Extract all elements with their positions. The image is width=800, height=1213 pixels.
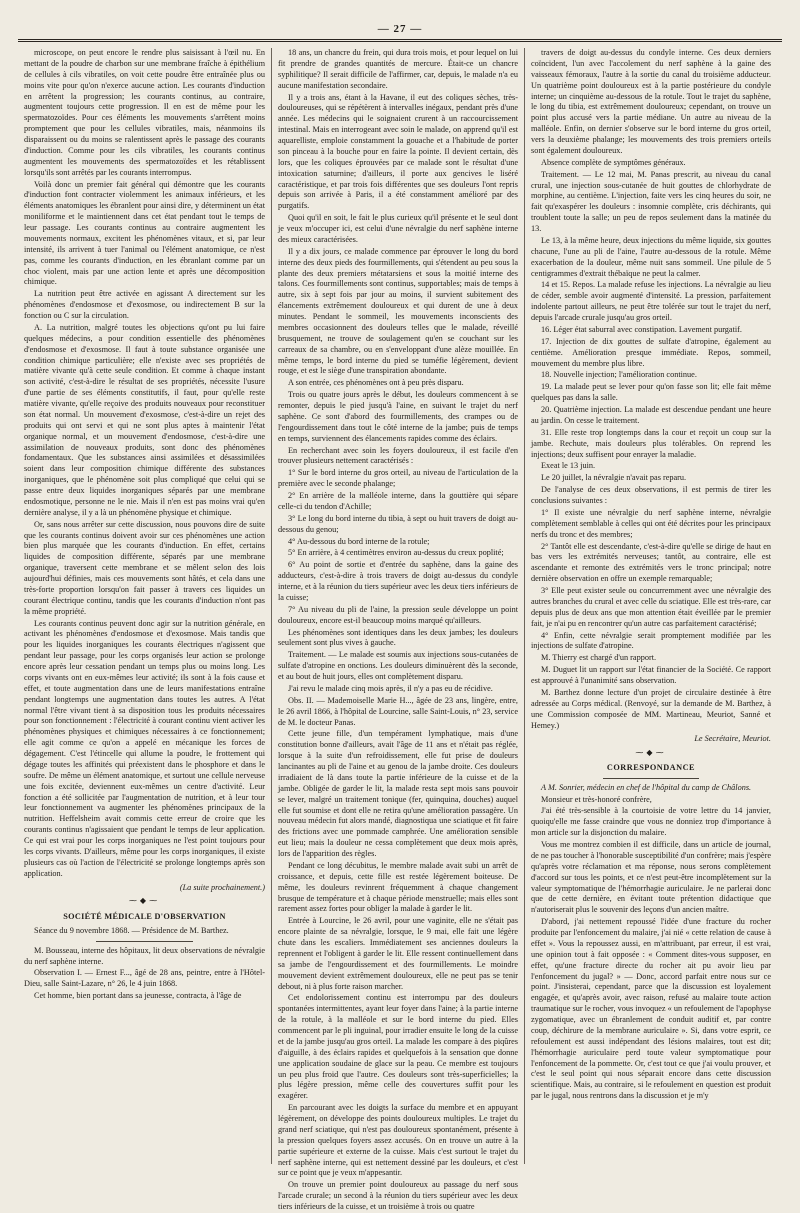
short-rule: [96, 941, 192, 942]
paragraph: Or, sans nous arrêter sur cette discussion, nous pouvons dire de suite que les courants continus doivent avoir sur ces phénomènes une action bien plus marquée que les courants d'induction. En effet, certains liquides de composition différente, séparés par une membrane organique, traversent cette membrane et se mêlent selon des lois aujourd'hui définies, mais ces mouvements sont hâtés, et cela dans une très-forte proportion lorsqu'on fait passer à travers ces liquides un courant électrique continu, tandis que les courants d'induction n'ont pas la même propriété.: [24, 519, 265, 616]
paragraph: Pendant ce long décubitus, le membre malade avait subi un arrêt de croissance, et depuis, cette fille est restée légèrement boiteuse. De même, les douleurs revinrent fréquemment à chaque changement brusque de température et à chaque période menstruelle; mais elles sont rarement assez fortes pour obliger la malade à garder le lit.: [278, 860, 518, 914]
short-rule: [603, 778, 699, 779]
paragraph: Cette jeune fille, d'un tempérament lymphatique, mais d'une constitution bonne d'ailleurs, avait l'âge de 11 ans et n'était pas réglée, lorsque à la suite d'un refroidissement, elle fut prise de douleurs lancinantes au pli de l'aine et au genou de la jambe droite. Ces douleurs irradiaient de là dans toute la partie inférieure de la cuisse et de la jambe. Obligée de garder le lit, la malade resta sept mois sans pouvoir se lever, malgré un traitement tonique (fer, quinquina, douches) auquel elle fut soumise et dont elle ne retira qu'une amélioration passagère. Un nouveau médecin fut alors mandé, diagnostiqua une sciatique et fit faire des frictions avec une pommade camphrée. Une amélioration sensible eut lieu; mais la douleur ne cessa complètement que deux mois après, lors de l'apparition des règles.: [278, 729, 518, 858]
paragraph: D'abord, j'ai nettement repoussé l'idée d'une fracture du rocher produite par l'enfoncement du malaire, j'ai nié « cette relation de cause à effet ». Vous la repoussez aussi, en m'attribuant, par erreur, il est vrai, une opinion tout à fait opposée : « Comment dites-vous supposer, en effet, qu'une fracture directe du rocher ait pu avoir lieu par l'enfoncement du jugal? » — Donc, accord parfait entre nous sur ce point. J'insisterai, cependant, parce que la discussion est loyalement engagée, et qu'après avoir, avec raison, refusé au malaire toute action traumatique sur le rocher, vous invoquez « un refoulement de l'apophyse zygomatique, avec un ébranlement de conduit auditif et, par contre coup, déchirure de la membrane auriculaire ». Si, dans votre esprit, ce refoulement est aussi indépendant des lésions malaires, tout est dit; l'hémorrhagie auriculaire perd toute valeur symptomatique pour l'enfoncement de la pommette. Or, c'est tout ce que j'ai voulu prouver, et c'est le seul point qui nous séparait encore dans cette discussion scientifique. Mais, au contraire, si le refoulement en question est produit par le jugal, nous rentrons dans la discussion et je m'y: [531, 917, 771, 1101]
paragraph: 7° Au niveau du pli de l'aine, la pression seule développe un point douloureux, encore est-il beaucoup moins marqué qu'ailleurs.: [278, 604, 518, 625]
paragraph: Quoi qu'il en soit, le fait le plus curieux qu'il présente et le seul dont je veux m'occuper ici, est celui d'une névralgie du nerf saphène interne des mieux caractérisées.: [278, 213, 518, 244]
paragraph: De l'analyse de ces deux observations, il est permis de tirer les conclusions suivantes :: [531, 485, 771, 505]
paragraph: En parcourant avec les doigts la surface du membre et en appuyant légèrement, on développe des points douloureux multiples. Le trajet du grand nerf sciatique, qui n'est pas douloureux spontanément, présente à la pression quelques foyers assez accusés. On en trouve un autre à la partie supérieure et externe de la cuisse. Mais c'est surtout le trajet du nerf saphène interne, qui est nettement dessiné par les douleurs, et c'est sur ce point que je veux m'appesantir.: [278, 1103, 518, 1178]
paragraph: 17. Injection de dix gouttes de sulfate d'atropine, également au centième. Amélioration presque immédiate. Repos, sommeil, mouvement du membre plus libre.: [531, 336, 771, 368]
divider-ornament: ⁓◆⁓: [635, 748, 667, 758]
paragraph: 31. Elle reste trop longtemps dans la cour et reçoit un coup sur la jambe. Rechute, mais douleurs plus tolérables. On reprend les injections; deux suffisent pour enrayer la maladie.: [531, 427, 771, 459]
column-2: [271, 48, 524, 1211]
paragraph: 14 et 15. Repos. La malade refuse les injections. La névralgie au lieu de céder, semble avoir augmenté d'intensité. La pression, parfaitement indolente partout ailleurs, ne peut être tolérée sur tout le trajet du nerf, depuis l'arcade crurale jusqu'au gros orteil.: [531, 280, 771, 322]
paragraph: Traitement. — Le 12 mai, M. Panas prescrit, au niveau du canal crural, une injection sous-cutanée de huit gouttes de chlorhydrate de morphine, au centième. L'injection, faite vers les cinq heures du soir, ne fait qu'exaspérer les douleurs : insomnie complète, cris déchirants, qui troublent toute la salle; un peu de repos seulement dans la matinée du 13.: [531, 169, 771, 233]
paragraph: 20. Quatrième injection. La malade est descendue pendant une heure au jardin. On cesse le traitement.: [531, 405, 771, 425]
paragraph: 18 ans, un chancre du frein, qui dura trois mois, et pour lequel on lui fit prendre de grandes quantités de mercure. Était-ce un chancre syphilitique? Il serait difficile de l'affirmer, car, depuis, le malade n'a eu aucune manifestation secondaire.: [278, 48, 518, 90]
paragraph: Il y a dix jours, ce malade commence par éprouver le long du bord interne des deux pieds des fourmillements, qui s'étendent au peu sous la plante des deux premiers métatarsiens et sous la moitié interne des talons. Ces fourmillements sont continus, supportables; mais de temps à autre, six à sept fois par jour au moins, il survient subitement des élancements extrêmement douloureux et qui durent de une à deux minutes. Pendant le sommeil, les mouvements inconscients des membres occasionnent des douleurs telles que le malade, réveillé brusquement, ne trouve de soulagement qu'en se couchant sur les carreaux de sa chambre, ou en s'enveloppant d'une alèze mouillée. En même temps, le bord interne du pied se tuméfie légèrement, devient rouge, et est le siège d'une transpiration abondante.: [278, 246, 518, 376]
paragraph: travers de doigt au-dessus du condyle interne. Ces deux derniers coïncident, l'un avec l'accolement du nerf saphène à la gaine des vaisseaux fémoraux, l'autre à la sortie du canal du troisième adducteur. Un quatrième point douloureux est à la partie postérieure du condyle interne; un cinquième au-dessous de la rotule. Tout le trajet du saphène, le long du tibia, est extrêmement douloureux; cependant, on trouve un point plus accusé vers la partie médiane. Un autre au niveau de la malléole. Enfin, on dernier s'observe sur le bord interne du gros orteil, vers la deuxième phalange; les mouvements des trois premiers orteils sont également douloureux.: [531, 48, 771, 155]
paragraph: Monsieur et très-honoré confrère,: [541, 794, 652, 804]
paragraph: Le 20 juillet, la névralgie n'avait pas reparu.: [541, 473, 687, 483]
column-3: [524, 48, 777, 1164]
newspaper-page: [18, 22, 782, 1211]
paragraph: 1° Sur le bord interne du gros orteil, au niveau de l'articulation de la première avec le seconde phalange;: [278, 468, 518, 489]
to-be-continued-note: (La suite prochainement.): [179, 882, 265, 892]
paragraph: Obs. II. — Mademoiselle Marie H..., âgée de 23 ans, lingère, entre, le 26 avril 1866, à l'hôpital de Lourcine, salle Saint-Louis, n° 23, service de M. le docteur Panas.: [278, 695, 518, 727]
paragraph: Exeat le 13 juin.: [541, 461, 596, 471]
paragraph: Traitement. — Le malade est soumis aux injections sous-cutanées de sulfate d'atropine en onctions. Les douleurs diminuèrent dès la seconde, et au bout de huit jours, elles ont complètement disparu.: [278, 650, 518, 681]
paragraph: Trois ou quatre jours après le début, les douleurs commencent à se remonter, depuis le pied jusqu'à l'aine, en suivant le trajet du nerf saphène. Ce sont d'abord des fourmillements, des crampes ou de l'engourdissement dans tout le côté interne de la jambe; puis de temps en temps, surviennent des élancements rapides comme des éclairs.: [278, 390, 518, 443]
paragraph: On trouve un premier point douloureux au passage du nerf sous l'arcade crurale; un second à la réunion du tiers supérieur avec les deux tiers inférieurs de la cuisse, et un troisième à trois ou quatre: [278, 1180, 518, 1211]
page-number: — 27 —: [377, 23, 423, 35]
paragraph: Il y a trois ans, étant à la Havane, il eut des coliques sèches, très-douloureuses, qui se répétèrent à intervalles inégaux, pendant près d'une année. Les médecins qui le soignaient crurent à un raccourcissement intestinal. Mais en interrogeant avec soin le malade, on apprend qu'il est aquarelliste, emploie constamment la gouache et a l'habitude de porter son pinceau à la bouche pour en faire la pointe. Il devient certain, dès lors, que les coliques éprouvées par ce malade sont le résultat d'une intoxication saturnine; d'ailleurs, il porte aux gencives le liséré caractéristique, et par trois fois différentes que ses douleurs l'ont repris depuis son arrivée à Paris, il a été constamment amélioré par des purgatifs.: [278, 92, 518, 211]
paragraph: Absence complète de symptômes généraux.: [541, 157, 686, 167]
paragraph: 1° Il existe une névralgie du nerf saphène interne, névralgie complètement semblable à celles qui ont été décrites pour les principaux nerfs du tronc et des membres;: [531, 507, 771, 539]
paragraph: 4° Au-dessous du bord interne de la rotule;: [288, 536, 430, 546]
divider-ornament: ⁓◆⁓: [128, 896, 161, 906]
paragraph: 16. Léger état saburral avec constipation. Lavement purgatif.: [541, 324, 742, 334]
paragraph: 2° Tantôt elle est descendante, c'est-à-dire qu'elle se dirige de haut en bas vers les extrémités nerveuses; tantôt, au contraire, elle est ascendante et remonte des extrémités vers le tronc principal; notre dernière observation en offre un exemple remarquable;: [531, 541, 771, 584]
paragraph: 4° Enfin, cette névralgie serait promptement modifiée par les injections de sulfate d'atropine.: [531, 630, 771, 651]
paragraph: 6° Au point de sortie et d'entrée du saphène, dans la gaine des adducteurs, c'est-à-dire à trois travers de doigt au-dessus du condyle interne, et à la réunion du tiers supérieur avec les deux tiers inférieurs de la cuisse;: [278, 560, 518, 602]
paragraph: A. La nutrition, malgré toutes les objections qu'ont pu lui faire quelques médecins, a pour condition essentielle des phénomènes d'endosmose et d'exosmose. Il faut à toute substance organisée une condition chimique particulière; elle n'existe avec ses propriétés de matière vivante qu'à cette seule condition. Et comme à chaque instant son activité, c'est-à-dire le résultat de ses propriétés, nécessite l'usure d'une partie de ses éléments constitutifs, il faut, pour qu'elle reste matière vivante, qu'elle reçoive des produits nouveaux pour reconstituer son état normal. Un mouvement d'exosmose, c'est-à-dire un rejet des produits qui ont servi et qui ne sont plus aptes à maintenir l'état organique normal, et un mouvement d'endosmose, c'est-à-dire une assimilation de nouveaux produits, sont donc des phénomènes fondamentaux. Que les substances ainsi assimilées et désassimilées soient dans leur composition chimique différente des substances inorganiques, que le phénomène soit plus compliqué que celui qui se passe entre deux liquides inorganiques séparés par une membrane endosmotique, personne ne le nie. Mais il n'en est pas moins vrai qu'en dernière analyse, il y a là un phénomène physique et chimique.: [24, 322, 265, 517]
paragraph: Vous me montrez combien il est difficile, dans un article de journal, de ne pas toucher à l'honorable susceptibilité d'un confrère; mais j'espère qu'après votre réclamation et ma réponse, nous serons complètement d'accord sur tous les points, et ce n'est peut-être incomplètement sur la valeur symptomatique de l'hémorrhagie auriculaire. Je ne parlerai donc que de cette dernière, en évitant toute prétention didactique que n'autoriserait plus le souvenir des leçons d'un ancien maître.: [531, 840, 771, 915]
paragraph: Cet homme, bien portant dans sa jeunesse, contracta, à l'âge de: [34, 991, 242, 1001]
paragraph: Observation I. — Ernest F..., âgé de 28 ans, peintre, entre à l'Hôtel-Dieu, salle Saint-Lazare, n° 26, le 4 juin 1868.: [24, 968, 265, 989]
correspondence-address: A M. Sonrier, médecin en chef de l'hôpital du camp de Châlons.: [541, 782, 752, 792]
paragraph: Le 13, à la même heure, deux injections du même liquide, six gouttes chacune, l'une au pli de l'aine, l'autre au-dessous de la rotule. Même exacerbation de la douleur, même nuit sans sommeil. Une pilule de 5 centigrammes d'extrait thébaïque ne peut la calmer.: [531, 235, 771, 278]
paragraph: J'ai revu le malade cinq mois après, il n'y a pas eu de récidive.: [288, 683, 493, 693]
columns: [18, 48, 782, 1211]
paragraph: M. Barthez donne lecture d'un projet de circulaire destinée à être adressée au Corps médical. (Renvoyé, sur la demande de M. Barthez, à une Commission composée de MM. Martineau, Meuriot, Sanné et Hemey.): [531, 687, 771, 730]
correspondence-heading: CORRESPONDANCE: [606, 762, 696, 772]
paragraph: Cet endolorissement continu est interrompu par des douleurs spontanées intermittentes, ayant leur foyer dans l'aine; à la partie interne de la rotule, à la malléole et sur le bord interne du pied. Elles commencent par le pli inguinal, pour irradier ensuite le long de la cuisse et de la jambe jusqu'au gros orteil. La malade les compare à des piqûres d'aiguille, à des éclairs rapides et quelquefois à la sensation que donne une application soudaine de glace sur la peau. Ce membre est toujours un peu plus froid que l'autre. Ces douleurs sont très-superficielles; la plus légère pression, même celle des couvertures suffit pour les exagérer.: [278, 993, 518, 1101]
paragraph: J'ai été très-sensible à la courtoisie de votre lettre du 14 janvier, quoiqu'elle me fasse craindre que vous ne donniez trop d'importance à mon article sur la disjonction du malaire.: [531, 806, 771, 838]
session-line: Séance du 9 novembre 1868. — Présidence de M. Barthez.: [34, 925, 229, 935]
paragraph: Les courants continus peuvent donc agir sur la nutrition générale, en activant les phénomènes d'endosmose et d'exosmose. Mais tandis que pour les liquides inorganiques les courants électriques n'agissent que pendant leur passage, pour les corps organisés leur action se prolonge encore après leur cessation pendant un temps plus ou moins long. Les corps vivants ont en eux-mêmes leur activité; ils sont à la fois cause et effet, et toute augmentation dans une de leurs manifestations entraîne pendant longtemps une augmentation dans toutes les autres. A l'état normal l'être vivant tient à sa disposition tous les produits nécessaires pour son fonctionnement : l'électricité à courant continu vient activer les phénomènes physiques et chimiques nécessaires à ce fonctionnement; elle agit comme ce qu'on a appelé en mécanique les forces de dégagement. C'est l'étincelle qui allume la poudre, le frottement qui dégage toutes les affinités qui préexistent dans le phosphore et dans le soufre. De même un élément anatomique, et surtout une cellule nerveuse une fois excitée, deviennent eux-mêmes un centre d'activité. Leur fonction a été sollicitée par l'augmentation de nutrition, et à leur tour leur fonctionnement va augmenter les phénomènes principaux de la nutrition. Heffelsheim avait commis cette erreur de croire que les courants continus n'agissaient que pendant le temps de leur application. Ce qui est vrai pour les corps inorganiques ne l'est point toujours pour les corps vivants. D'ailleurs, même pour les corps inorganiques, il existe plusieurs cas où l'action de l'électricité se prolonge longtemps après son application.: [24, 618, 265, 878]
paragraph: A son entrée, ces phénomènes ont à peu près disparu.: [288, 378, 464, 388]
paragraph: La nutrition peut être activée en agissant A directement sur les phénomènes d'endosmose et d'exosmose, ou indirectement B sur la fonction ou C sur la circulation.: [24, 289, 265, 320]
paragraph: M. Duguet lit un rapport sur l'état financier de la Société. Ce rapport est approuvé à l'unanimité sans observation.: [531, 665, 771, 685]
paragraph: Les phénomènes sont identiques dans les deux jambes; les douleurs seulement sont plus vives à gauche.: [278, 627, 518, 648]
column-1: [18, 48, 271, 1164]
paragraph: 19. La malade peut se lever pour qu'on fasse son lit; elle fait même quelques pas dans la salle.: [531, 382, 771, 403]
secretary-signature: Le Secrétaire, Meuriot.: [694, 734, 771, 744]
paragraph: 5° En arrière, à 4 centimètres environ au-dessus du creux poplité;: [288, 548, 504, 558]
paragraph: Entrée à Lourcine, le 26 avril, pour une vaginite, elle ne s'était pas encore plainte de sa névralgie, lorsque, le 9 mai, elle fait une légère chute dans les escaliers. Immédiatement ses anciennes douleurs la reprennent et l'obligent à garder le lit. Elle ressent continuellement dans sa jambe de l'engourdissement et des fourmillements. Le moindre mouvement devient extrêmement douloureux, elle ne peut pas se tenir debout, ni à plus forte raison marcher.: [278, 916, 518, 991]
paragraph: 3° Le long du bord interne du tibia, à sept ou huit travers de doigt au-dessous du genou;: [278, 513, 518, 534]
paragraph: M. Thierry est chargé d'un rapport.: [541, 653, 657, 663]
paragraph: microscope, on peut encore le rendre plus saisissant à l'œil nu. En mettant de la poudre de charbon sur une membrane fraîche à épithélium de cellules à cils vibratiles, on voit cette poudre être entraînée plus ou moins vite pour qu'on n'exerce aucune action. Les courants d'induction en arrêtent la progression; les courants continus, au contraire, augmentent toujours cette progression. Il en est de même pour les spermatozoïdes. Pour ces éléments les mouvements s'arrêtent moins promptement que pour les cellules vibratiles, mais, néanmoins ils disparaissent ou du moins se ralentissent après le passage des courants d'induction. Comme pour les cils vibratiles, les courants continus augmentent les mouvements des spermatozoïdes et les rétablissent lorsqu'ils sont arrêtés par les courants interrompus.: [24, 48, 265, 177]
paragraph: 2° En arrière de la malléole interne, dans la gouttière qui sépare celle-ci du tendon d'Achille;: [278, 491, 518, 511]
paragraph: 18. Nouvelle injection; l'amélioration continue.: [541, 370, 697, 380]
paragraph: En recherchant avec soin les foyers douloureux, il est facile d'en trouver plusieurs nettement caractérisés :: [278, 445, 518, 466]
paragraph: Voilà donc un premier fait général qui démontre que les courants d'induction font contracter violemment les animaux inférieurs, et les éléments anatomiques les ébranlent pour ainsi dire, y déterminent un état moniliforme et le maintiennent dans cet état pendant tout le temps de leur passage. Les courants continus au contraire augmentent les mouvements normaux, excitent les phénomènes vitaux, et si, par leur intensité, ils arrivent à tuer l'animal ou l'élément anatomique, ce n'est pas, comme les courants d'induction, en les ébranlant comme par un choc violent, mais par une action lente et après une décomposition chimique.: [24, 179, 265, 287]
paragraph: 3° Elle peut exister seule ou concurremment avec une névralgie des autres branches du crural et avec celle du sciatique. Elle est très-rare, car depuis plus de deux ans que mon attention était éveillée par le premier fait, je n'ai pu en rencontrer qu'un autre cas parfaitement caractérisé;: [531, 586, 771, 628]
society-heading: SOCIÉTÉ MÉDICALE D'OBSERVATION: [63, 911, 226, 921]
paragraph: M. Bousseau, interne des hôpitaux, lit deux observations de névralgie du nerf saphène interne.: [24, 945, 265, 966]
page-header: [18, 22, 782, 42]
